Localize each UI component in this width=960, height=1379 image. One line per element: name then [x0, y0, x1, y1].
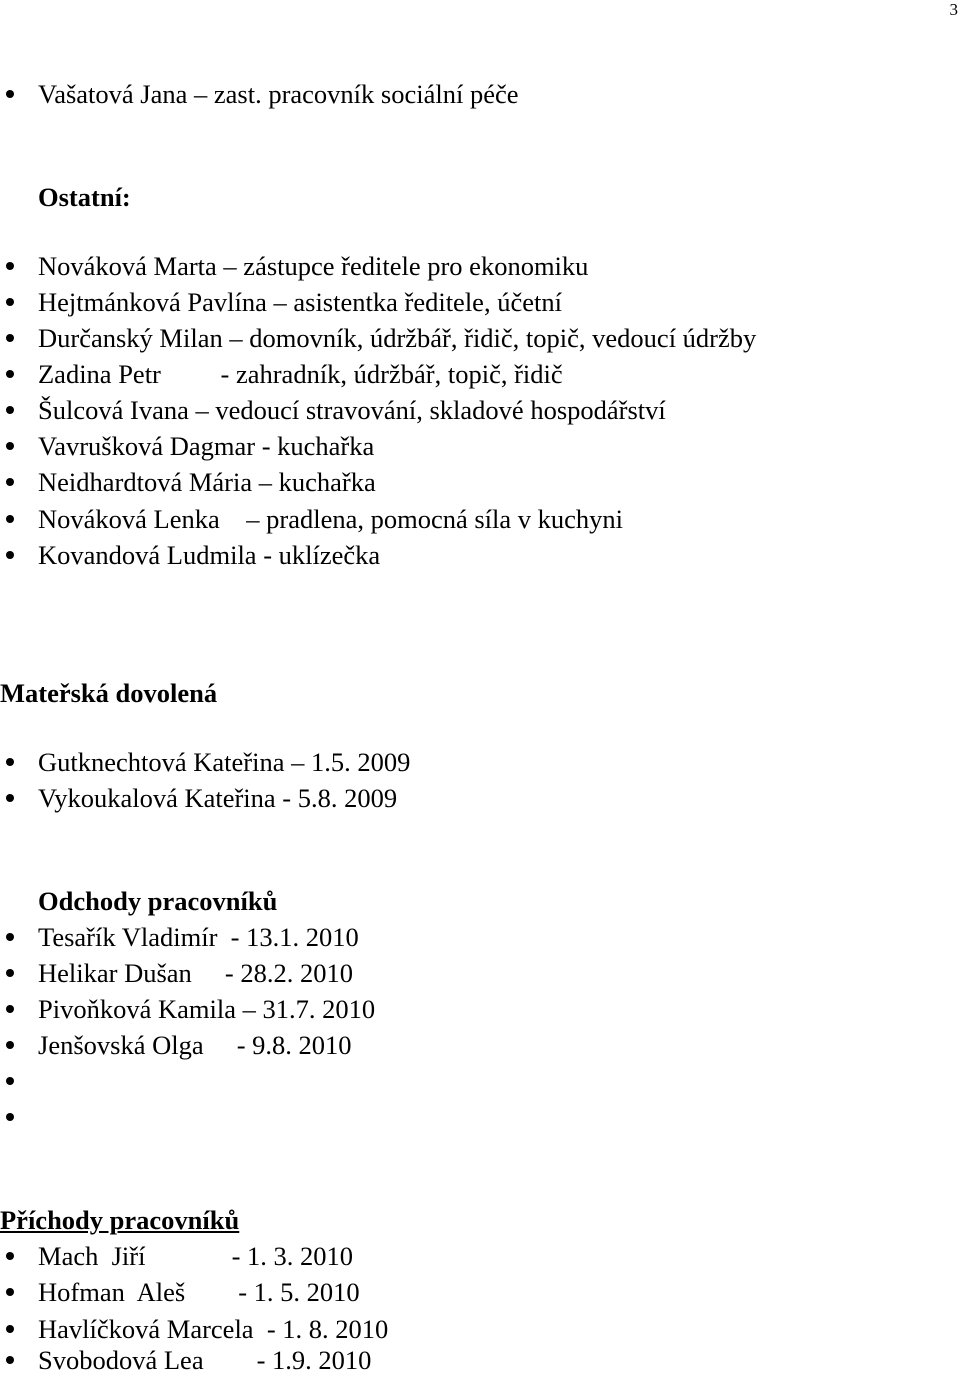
list-item: Gutknechtová Kateřina – 1.5. 2009 [38, 744, 410, 780]
list-item: Vavrušková Dagmar - kuchařka [38, 428, 374, 464]
page-number: 3 [949, 0, 958, 19]
list-item: Vykoukalová Kateřina - 5.8. 2009 [38, 780, 397, 816]
list-item: Tesařík Vladimír - 13.1. 2010 [38, 919, 359, 955]
list-item: Vašatová Jana – zast. pracovník sociální péče [38, 76, 519, 112]
list-item: Havlíčková Marcela - 1. 8. 2010 [38, 1311, 388, 1347]
section-heading-maternity: Mateřská dovolená [0, 678, 218, 708]
list-item: Šulcová Ivana – vedoucí stravování, skladové hospodářství [38, 392, 666, 428]
list-item: Mach Jiří - 1. 3. 2010 [38, 1238, 353, 1274]
list-item: Pivoňková Kamila – 31.7. 2010 [38, 991, 375, 1027]
list-item: Hofman Aleš - 1. 5. 2010 [38, 1274, 360, 1310]
list-item: Svobodová Lea - 1.9. 2010 [38, 1342, 371, 1378]
list-item: Nováková Marta – zástupce ředitele pro ekonomiku [38, 248, 588, 284]
list-item: Kovandová Ludmila - uklízečka [38, 537, 380, 573]
list-item: Hejtmánková Pavlína – asistentka ředitele, účetní [38, 284, 562, 320]
section-heading-other: Ostatní: [38, 182, 131, 212]
list-item: Neidhardtová Mária – kuchařka [38, 464, 376, 500]
list-item: Nováková Lenka – pradlena, pomocná síla v kuchyni [38, 501, 623, 537]
section-heading-departures: Odchody pracovníků [38, 886, 278, 916]
list-item: Helikar Dušan - 28.2. 2010 [38, 955, 353, 991]
list-item: Zadina Petr - zahradník, údržbář, topič, řidič [38, 356, 563, 392]
list-item: Jenšovská Olga - 9.8. 2010 [38, 1027, 352, 1063]
section-heading-arrivals: Příchody pracovníků [0, 1205, 240, 1235]
list-item: Durčanský Milan – domovník, údržbář, řidič, topič, vedoucí údržby [38, 320, 756, 356]
